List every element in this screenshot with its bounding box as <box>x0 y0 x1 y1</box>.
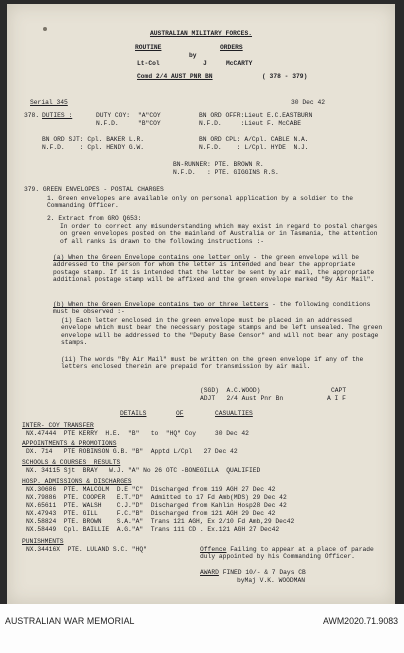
hosp-row: NX.65611 PTE. WALSH C.J."D" Discharged from Kahlin Hosp28 Dec 42 <box>26 502 287 509</box>
appointments-row: DX. 714 PTE ROBINSON G.B. "B" Apptd L/Cpl 27 Dec 42 <box>26 448 238 455</box>
bn-ord-sjt: BN ORD SJT: Cpl. BAKER L.R. <box>42 136 145 143</box>
clause-b-lead: (b) When the Green Envelope contains two or three letters <box>53 301 269 308</box>
schools-row: NX. 34115 Sjt BRAY W.J. "A" No 26 OTC -BONEGILLA QUALIFIED <box>26 467 261 474</box>
duty-nfd-value: "B"COY <box>138 120 161 127</box>
clause-b-body: - the following conditions must be observed :- <box>53 301 371 316</box>
document-title: AUSTRALIAN MILITARY FORCES. <box>149 30 253 37</box>
green-envelopes-para-1: 1. Green envelopes are available only on personal application by a soldier to the Commanding Officer. <box>47 195 354 210</box>
routine-label: ROUTINE <box>135 44 162 51</box>
accession-number: AWM2020.71.9083 <box>323 616 398 626</box>
offence-text: Failing to appear at a place of parade duly appointed by his Commanding Officer. <box>200 546 374 561</box>
transfer-heading: INTER- COY TRANSFER <box>22 422 94 429</box>
bn-ord-offr-nfd: N.F.D. :Lieut F. McCABE <box>199 120 302 127</box>
appointments-heading: APPOINTMENTS & PROMOTIONS <box>22 440 117 447</box>
clause-b-ii: (ii) The words "By Air Mail" must be written on the green envelope if any of the letters enclosed therein are prepaid for transmission by air mail. <box>61 356 364 371</box>
by-label: by <box>189 52 197 59</box>
signature-capt: CAPT <box>331 387 347 394</box>
clause-b-i: (i) Each letter enclosed in the green envelope must be placed in an addressed envelope which must bear the necessary postage stamps and be left unsealed. The green envelope will be addressed to the "Deputy Base Censor" and will not bear any postage stamps. <box>61 317 383 346</box>
orders-label: ORDERS <box>220 44 243 51</box>
award-by: byMaj V.K. WOODMAN <box>237 577 306 584</box>
duty-coy-label: DUTY COY: <box>96 112 131 119</box>
initial-label: J <box>203 60 207 67</box>
surname-label: McCARTY <box>226 60 253 67</box>
hosp-row: NX.79886 PTE. COOPER E.T."D" Admitted to 17 Fd Amb(MDS) 29 Dec 42 <box>26 494 287 501</box>
bn-ord-cpl: BN ORD CPL: A/Cpl. CABLE N.A. <box>199 136 309 143</box>
schools-heading: SCHOOLS & COURSES RESULTS <box>22 459 121 466</box>
order-numbers: ( 378 - 379) <box>262 73 308 80</box>
duty-nfd-label: N.F.D. <box>96 120 119 127</box>
hosp-row: NX.30686 PTE. MALCOLM D.E "C" Discharged from 119 AGH 27 Dec 42 <box>26 486 276 493</box>
bn-runner-nfd: N.F.D. : PTE. GIGGINS R.S. <box>173 169 279 176</box>
details-heading: DETAILS <box>120 410 147 417</box>
bn-runner: BN-RUNNER: PTE. BROWN R. <box>173 161 264 168</box>
institution-name: AUSTRALIAN WAR MEMORIAL <box>5 616 135 626</box>
order-date: 30 Dec 42 <box>291 99 326 106</box>
document-page <box>7 4 395 604</box>
punishment-award <box>200 569 306 576</box>
green-envelopes-para-2-head: 2. Extract from GRO Q653: <box>47 215 142 222</box>
punishment-offence <box>200 546 388 561</box>
signature-sgd: (SGD) A.C.WOOD) <box>200 387 261 394</box>
hosp-row: NX.47943 PTE. GILL F.C."B" Discharged from 121 AGH 29 Dec 42 <box>26 510 276 517</box>
command-label: Comd 2/4 AUST PNR BN <box>137 73 213 80</box>
signature-aif: A I F <box>327 395 346 402</box>
archive-footer <box>0 604 404 653</box>
signature-adjt: ADJT 2/4 Aust Pnr Bn <box>200 395 284 402</box>
duty-coy-value: "A"COY <box>138 112 161 119</box>
award-label: AWARD <box>200 569 219 576</box>
hosp-row: NX.58449 Cpl. BAILLIE A.G."A" Trans 111 CD . Ex.121 AGH 27 Dec42 <box>26 526 280 533</box>
bn-ord-offr: BN ORD OFFR:Lieut E.C.EASTBURN <box>199 112 313 119</box>
duties-number: 378. <box>24 112 40 119</box>
clause-a-lead: (a) When the Green Envelope contains one letter only <box>53 254 250 261</box>
clause-a-body: - the green envelope will be addressed to the person for whom the letter is intended and bear the appropriate postage stamp. If it is intended that the letter be sent by air mail, the appropriate additional postage stamp will be affixed and the green envelope marked "By Air Mail". <box>53 254 375 283</box>
award-text: FINED 10/- & 7 Days CB <box>222 569 306 576</box>
offence-label: Offence <box>200 546 227 553</box>
bn-ord-sjt-nfd: N.F.D. : Cpl. HENDY G.W. <box>42 144 145 151</box>
casualties-heading: CASUALTIES <box>215 410 253 417</box>
transfer-row: NX.47444 PTE KERRY H.E. "B" to "HQ" Coy 30 Dec 42 <box>26 430 249 437</box>
punishments-heading: PUNISHMENTS <box>22 538 64 545</box>
rank-label: Lt-Col <box>137 60 160 67</box>
punishment-row: NX.34416X PTE. LULAND S.C. "HQ" <box>26 546 147 553</box>
clause-a <box>53 254 385 283</box>
serial-number: Serial 345 <box>30 99 68 106</box>
duties-label: DUTIES : <box>42 112 73 119</box>
hosp-row: NX.58824 PTE. BROWN S.A."A" Trans 121 AGH, Ex 2/10 Fd Amb,29 Dec42 <box>26 518 295 525</box>
of-heading: OF <box>176 410 184 417</box>
bn-ord-cpl-nfd: N.F.D. : L/Cpl. HYDE N.J. <box>199 144 309 151</box>
clause-b <box>53 301 385 316</box>
green-envelopes-heading: 379. GREEN ENVELOPES - POSTAL CHARGES <box>24 186 164 193</box>
hosp-heading: HOSP. ADMISSIONS & DISCHARGES <box>22 478 132 485</box>
green-envelopes-para-2-body: In order to correct any misunderstanding which may exist in regard to postal charges on green envelopes posted on the mainland of Australia or in Tasmania, the attention of all ranks is drawn to the following instructions :- <box>60 223 378 245</box>
